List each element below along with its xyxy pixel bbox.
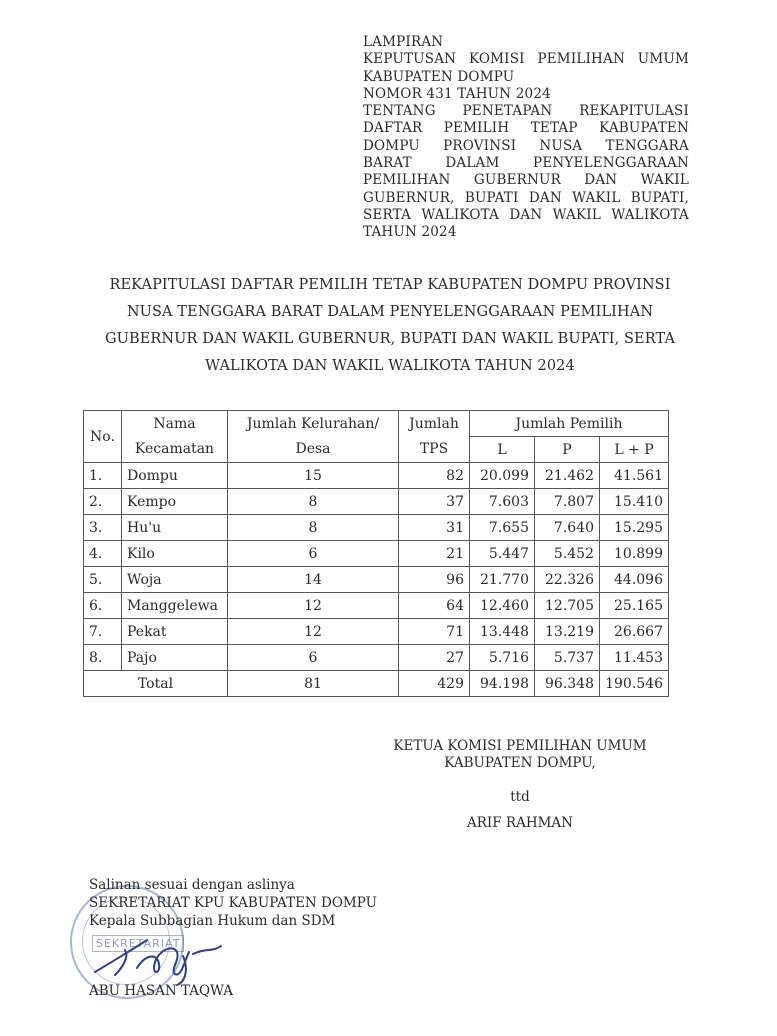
lampiran-line: SERTA WALIKOTA DAN WAKIL WALIKOTA <box>363 206 689 223</box>
header-lp: L + P <box>600 437 669 463</box>
cell-nama: Kempo <box>122 489 228 515</box>
cell-p: 22.326 <box>535 567 600 593</box>
title-line: NUSA TENGGARA BARAT DALAM PENYELENGGARAAN PEMILIHAN <box>126 304 654 320</box>
cell-nama: Woja <box>122 567 228 593</box>
cell-nama: Pajo <box>122 645 228 671</box>
stamp-label: SEKRETARIAT <box>92 935 184 952</box>
cell-lp: 44.096 <box>600 567 669 593</box>
cell-desa: 14 <box>228 567 399 593</box>
total-lp: 190.546 <box>600 671 669 697</box>
salinan-line: Kepala Subbagian Hukum dan SDM <box>89 913 336 929</box>
total-p: 96.348 <box>535 671 600 697</box>
header-tps-1: Jumlah <box>399 411 470 437</box>
cell-nama: Pekat <box>122 619 228 645</box>
header-desa-1: Jumlah Kelurahan/ <box>228 411 399 437</box>
cell-l: 5.447 <box>470 541 535 567</box>
cell-no: 6. <box>84 593 122 619</box>
cell-tps: 82 <box>399 463 470 489</box>
table-row <box>84 463 669 489</box>
salinan-line: SEKRETARIAT KPU KABUPATEN DOMPU <box>89 895 377 911</box>
salinan-name: ABU HASAN TAQWA <box>89 983 233 999</box>
cell-p: 13.219 <box>535 619 600 645</box>
cell-l: 12.460 <box>470 593 535 619</box>
title-line: GUBERNUR DAN WAKIL GUBERNUR, BUPATI DAN WAKIL BUPATI, SERTA <box>104 331 676 347</box>
cell-p: 12.705 <box>535 593 600 619</box>
lampiran-line: KABUPATEN DOMPU <box>363 68 515 85</box>
cell-nama: Dompu <box>122 463 228 489</box>
lampiran-line: TENTANG PENETAPAN REKAPITULASI <box>363 103 689 120</box>
cell-desa: 6 <box>228 645 399 671</box>
cell-desa: 6 <box>228 541 399 567</box>
ttd-mark: ttd <box>510 789 530 805</box>
salinan-block <box>89 876 377 930</box>
total-tps: 429 <box>399 671 470 697</box>
table-row <box>84 515 669 541</box>
cell-lp: 41.561 <box>600 463 669 489</box>
lampiran-line: TAHUN 2024 <box>363 224 457 241</box>
cell-l: 7.655 <box>470 515 535 541</box>
cell-l: 5.716 <box>470 645 535 671</box>
lampiran-line: NOMOR 431 TAHUN 2024 <box>363 85 551 102</box>
cell-nama: Kilo <box>122 541 228 567</box>
ketua-org: KABUPATEN DOMPU, <box>444 755 596 771</box>
cell-p: 21.462 <box>535 463 600 489</box>
title-line: WALIKOTA DAN WAKIL WALIKOTA TAHUN 2024 <box>205 358 575 374</box>
salinan-line: Salinan sesuai dengan aslinya <box>89 877 295 893</box>
cell-tps: 21 <box>399 541 470 567</box>
document-title <box>90 272 690 380</box>
header-p: P <box>535 437 600 463</box>
ketua-title: KETUA KOMISI PEMILIHAN UMUM <box>393 738 647 754</box>
cell-no: 3. <box>84 515 122 541</box>
lampiran-header <box>363 34 689 242</box>
lampiran-line: DOMPU PROVINSI NUSA TENGGARA <box>363 137 689 154</box>
header-l: L <box>470 437 535 463</box>
cell-desa: 12 <box>228 619 399 645</box>
cell-tps: 37 <box>399 489 470 515</box>
ketua-signature-block <box>370 738 670 772</box>
lampiran-line: KEPUTUSAN KOMISI PEMILIHAN UMUM <box>363 51 689 68</box>
total-row <box>84 671 669 697</box>
header-nama-1: Nama <box>122 411 228 437</box>
cell-no: 8. <box>84 645 122 671</box>
table-row <box>84 645 669 671</box>
cell-p: 7.807 <box>535 489 600 515</box>
handwritten-signature-icon <box>85 930 255 990</box>
cell-desa: 15 <box>228 463 399 489</box>
cell-l: 13.448 <box>470 619 535 645</box>
table-row <box>84 489 669 515</box>
table-row <box>84 619 669 645</box>
cell-nama: Manggelewa <box>122 593 228 619</box>
header-jumlah-pemilih: Jumlah Pemilih <box>470 411 669 437</box>
cell-tps: 64 <box>399 593 470 619</box>
title-line: REKAPITULASI DAFTAR PEMILIH TETAP KABUPATEN DOMPU PROVINSI <box>109 277 671 293</box>
cell-lp: 26.667 <box>600 619 669 645</box>
header-nama-2: Kecamatan <box>122 437 228 463</box>
lampiran-line: DAFTAR PEMILIH TETAP KABUPATEN <box>363 120 689 137</box>
cell-p: 7.640 <box>535 515 600 541</box>
cell-l: 20.099 <box>470 463 535 489</box>
cell-tps: 96 <box>399 567 470 593</box>
cell-no: 2. <box>84 489 122 515</box>
cell-tps: 71 <box>399 619 470 645</box>
cell-no: 1. <box>84 463 122 489</box>
total-label: Total <box>84 671 228 697</box>
ketua-name: ARIF RAHMAN <box>467 815 573 831</box>
cell-p: 5.737 <box>535 645 600 671</box>
lampiran-line: LAMPIRAN <box>363 34 444 50</box>
header-desa-2: Desa <box>228 437 399 463</box>
table-row <box>84 567 669 593</box>
total-l: 94.198 <box>470 671 535 697</box>
cell-lp: 10.899 <box>600 541 669 567</box>
cell-l: 7.603 <box>470 489 535 515</box>
cell-desa: 12 <box>228 593 399 619</box>
total-desa: 81 <box>228 671 399 697</box>
cell-no: 7. <box>84 619 122 645</box>
cell-lp: 15.410 <box>600 489 669 515</box>
rekap-table <box>83 410 669 697</box>
cell-lp: 25.165 <box>600 593 669 619</box>
lampiran-line: GUBERNUR, BUPATI DAN WAKIL BUPATI, <box>363 189 689 206</box>
cell-tps: 31 <box>399 515 470 541</box>
cell-l: 21.770 <box>470 567 535 593</box>
cell-tps: 27 <box>399 645 470 671</box>
cell-desa: 8 <box>228 515 399 541</box>
header-no: No. <box>84 411 122 463</box>
cell-p: 5.452 <box>535 541 600 567</box>
cell-lp: 15.295 <box>600 515 669 541</box>
cell-lp: 11.453 <box>600 645 669 671</box>
header-tps-2: TPS <box>399 437 470 463</box>
lampiran-line: BARAT DALAM PENYELENGGARAAN <box>363 155 689 172</box>
cell-no: 5. <box>84 567 122 593</box>
lampiran-line: PEMILIHAN GUBERNUR DAN WAKIL <box>363 172 689 189</box>
cell-nama: Hu'u <box>122 515 228 541</box>
table-row <box>84 593 669 619</box>
cell-desa: 8 <box>228 489 399 515</box>
cell-no: 4. <box>84 541 122 567</box>
table-row <box>84 541 669 567</box>
